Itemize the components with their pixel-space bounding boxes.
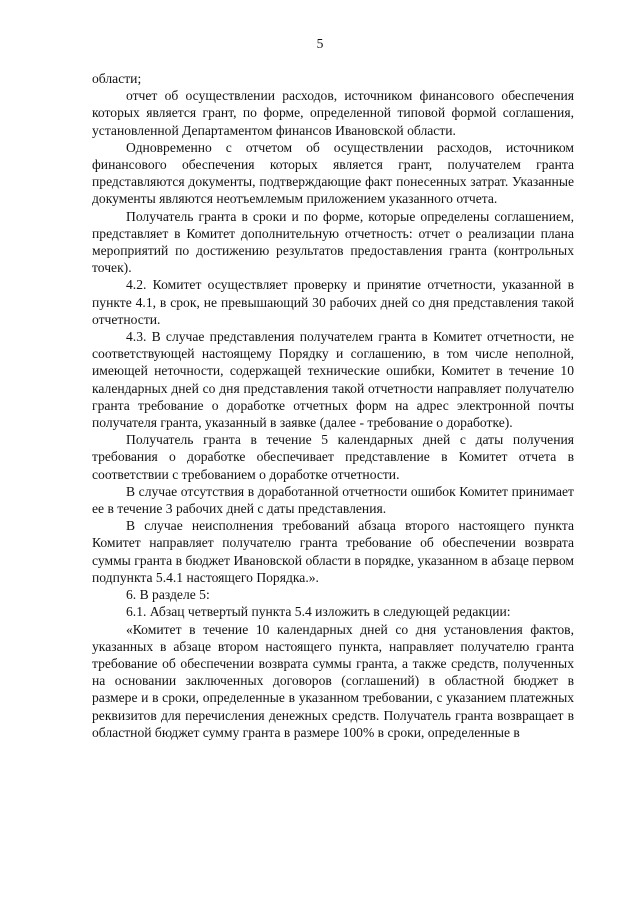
page-number: 5 — [316, 36, 324, 51]
paragraph: В случае отсутствия в доработанной отчетности ошибок Комитет принимает ее в течение 3 рабочих дней с даты представления. — [92, 483, 574, 517]
paragraph: Получатель гранта в сроки и по форме, которые определены соглашением, представляет в Комитет дополнительную отчетность: отчет о реализации плана мероприятий по достижению результатов предоставления гранта (контрольных точек). — [92, 208, 574, 276]
paragraph: отчет об осуществлении расходов, источником финансового обеспечения которых является грант, по форме, определенной типовой формой соглашения, установленной Департаментом финансов Ивановской области. — [92, 88, 574, 138]
document-body — [92, 70, 574, 741]
paragraph: 4.2. Комитет осуществляет проверку и принятие отчетности, указанной в пункте 4.1, в срок, не превышающий 30 рабочих дней со дня представления такой отчетности. — [92, 277, 574, 327]
paragraph: Получатель гранта в течение 5 календарных дней с даты получения требования о доработке обеспечивает представление в Комитет отчета в соответствии с требованием о доработке отчетности. — [92, 432, 574, 482]
paragraph: 4.3. В случае представления получателем гранта в Комитет отчетности, не соответствующей настоящему Порядку и соглашению, в том числе неполной, имеющей неточности, содержащей технические ошибки, Комитет в течение 10 календарных дней со дня представления такой отчетности направляет получателю гранта требование о доработке отчетных форм на адрес электронной почты получателя гранта, указанный в заявке (далее - требование о доработке). — [92, 329, 574, 431]
paragraph: области; — [92, 71, 142, 86]
paragraph: «Комитет в течение 10 календарных дней со дня установления фактов, указанных в абзаце втором настоящего пункта, направляет получателю гранта требование об обеспечении возврата суммы гранта, а также средств, полученных на основании заключенных договоров (соглашений) в областной бюджет в размере и в сроки, определенные в указанном требовании, с указанием платежных реквизитов для перечисления денежных средств. Получатель гранта возвращает в областной бюджет сумму гранта в размере 100% в сроки, определенные в — [92, 621, 574, 740]
paragraph: 6.1. Абзац четвертый пункта 5.4 изложить в следующей редакции: — [126, 604, 511, 620]
paragraph: 6. В разделе 5: — [126, 587, 210, 603]
paragraph: Одновременно с отчетом об осуществлении расходов, источником финансового обеспечения которых является грант, получателем гранта представляются документы, подтверждающие факт понесенных затрат. Указанные документы являются неотъемлемым приложением указанного отчета. — [92, 139, 574, 207]
paragraph: В случае неисполнения требований абзаца второго настоящего пункта Комитет направляет получателю гранта требование об обеспечении возврата суммы гранта в бюджет Ивановской области в порядке, указанном в абзаце первом подпункта 5.4.1 настоящего Порядка.». — [92, 518, 574, 585]
